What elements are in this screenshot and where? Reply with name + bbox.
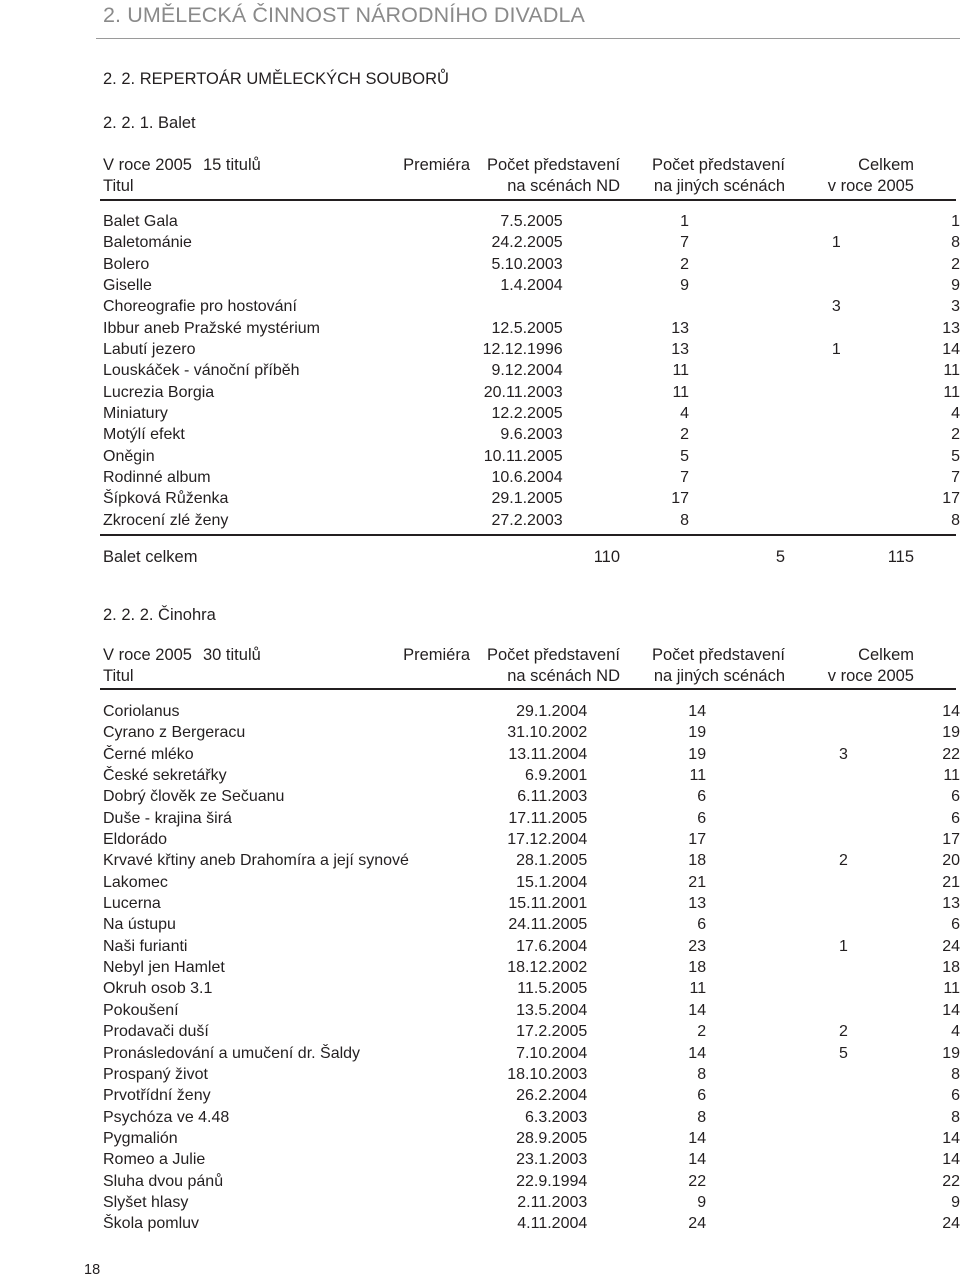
header-rule <box>96 38 960 39</box>
table-row <box>103 893 960 914</box>
row-other-count <box>706 701 848 722</box>
row-other-count <box>706 722 848 743</box>
row-total: 18 <box>942 959 960 977</box>
row-total: 11 <box>943 383 960 401</box>
row-title: Romeo a Julie <box>103 1151 206 1169</box>
row-total: 13 <box>942 895 960 913</box>
table-row <box>103 957 960 978</box>
row-total: 4 <box>951 1023 960 1041</box>
balet-heading: 2. 2. 1. Balet <box>103 114 196 132</box>
balet-total-other: 5 <box>775 548 785 566</box>
row-title: Psychóza ve 4.48 <box>103 1108 230 1126</box>
row-premiere: 18.12.2002 <box>507 959 588 977</box>
row-premiere: 17.11.2005 <box>508 809 588 827</box>
row-other-count: 3 <box>838 745 848 763</box>
chapter-title: 2. UMĚLECKÁ ČINNOST NÁRODNÍHO DIVADLA <box>103 3 585 27</box>
table-row <box>103 850 960 871</box>
row-nd-count: 18 <box>688 852 707 870</box>
balet-total-total: 115 <box>887 548 914 566</box>
table-row <box>103 467 960 488</box>
table-row <box>103 808 960 829</box>
row-other-count <box>706 786 848 807</box>
cinohra-header-rule <box>100 688 956 690</box>
row-premiere: 24.2.2005 <box>491 234 563 252</box>
row-premiere: 28.1.2005 <box>516 852 588 870</box>
row-total: 14 <box>942 341 960 359</box>
row-total: 2 <box>951 426 960 444</box>
table-row <box>103 403 960 424</box>
row-other-count <box>689 467 841 488</box>
row-other-count <box>706 1107 848 1128</box>
row-title: Dobrý člověk ze Sečuanu <box>103 788 285 806</box>
row-premiere: 26.2.2004 <box>516 1087 588 1105</box>
cinohra-table <box>103 701 960 1235</box>
row-nd-count: 2 <box>680 255 690 273</box>
row-other-count <box>706 978 848 999</box>
row-nd-count: 1 <box>680 213 690 230</box>
row-total: 21 <box>942 873 960 891</box>
row-nd-count: 11 <box>672 362 690 380</box>
row-total: 3 <box>951 298 960 316</box>
row-title: Prvotřídní ženy <box>103 1087 211 1105</box>
row-other-count <box>706 957 848 978</box>
row-total: 14 <box>942 1001 960 1019</box>
table-row <box>103 1043 960 1064</box>
row-total: 17 <box>942 490 960 508</box>
row-other-count <box>706 1171 848 1192</box>
row-premiere: 12.5.2005 <box>491 319 563 337</box>
row-nd-count: 21 <box>688 873 707 891</box>
row-total: 5 <box>951 447 960 465</box>
row-nd-count: 13 <box>671 341 690 359</box>
row-nd-count <box>563 296 689 317</box>
row-total: 24 <box>942 1215 960 1233</box>
row-total: 14 <box>942 1129 960 1147</box>
row-other-count <box>706 829 848 850</box>
row-nd-count: 6 <box>697 1087 707 1105</box>
row-premiere: 15.11.2001 <box>508 895 588 913</box>
row-nd-count: 14 <box>688 703 707 720</box>
row-nd-count: 8 <box>680 511 690 529</box>
balet-table <box>103 211 960 531</box>
row-nd-count: 14 <box>688 1001 707 1019</box>
table-row <box>103 318 960 339</box>
row-total: 4 <box>951 405 960 423</box>
row-nd-count: 13 <box>671 319 690 337</box>
row-title: Pygmalión <box>103 1129 178 1147</box>
row-nd-count: 6 <box>697 916 707 934</box>
row-total: 8 <box>951 1065 960 1083</box>
row-premiere: 9.12.2004 <box>491 362 563 380</box>
table-row <box>103 701 960 722</box>
row-other-count <box>706 872 848 893</box>
row-title: Šípková Růženka <box>103 490 229 508</box>
row-nd-count: 19 <box>688 745 707 763</box>
row-title: Prodavači duší <box>103 1023 209 1041</box>
row-premiere: 12.2.2005 <box>491 405 563 423</box>
row-nd-count: 4 <box>680 405 690 423</box>
row-title: Eldorádo <box>103 831 168 849</box>
row-title: Miniatury <box>103 405 168 423</box>
row-other-count: 1 <box>838 937 848 955</box>
row-nd-count: 11 <box>689 980 707 998</box>
row-title: České sekretářky <box>103 767 227 785</box>
row-premiere: 24.11.2005 <box>508 916 588 934</box>
row-total: 6 <box>951 916 960 934</box>
row-premiere: 7.5.2005 <box>500 213 563 230</box>
row-premiere: 1.4.2004 <box>500 277 563 295</box>
cinohra-nd-header-1: Počet představení <box>487 646 620 664</box>
row-title: Giselle <box>103 277 152 295</box>
row-total: 1 <box>951 213 960 230</box>
table-row <box>103 765 960 786</box>
row-nd-count: 14 <box>688 1151 707 1169</box>
row-premiere: 27.2.2003 <box>491 511 563 529</box>
row-nd-count: 8 <box>697 1108 707 1126</box>
cinohra-count-label: 30 titulů <box>203 646 261 664</box>
row-title: Choreografie pro hostování <box>103 298 297 316</box>
row-nd-count: 9 <box>697 1193 707 1211</box>
row-premiere: 17.6.2004 <box>516 937 588 955</box>
table-row <box>103 744 960 765</box>
row-premiere: 13.5.2004 <box>516 1001 588 1019</box>
row-other-count <box>689 488 841 509</box>
row-premiere <box>377 296 563 317</box>
row-nd-count: 7 <box>680 234 690 252</box>
row-total: 8 <box>951 1108 960 1126</box>
row-title: Motýlí efekt <box>103 426 185 444</box>
row-title: Labutí jezero <box>103 341 196 359</box>
row-premiere: 15.1.2004 <box>516 873 588 891</box>
row-title: Duše - krajina širá <box>103 809 232 827</box>
row-other-count <box>706 914 848 935</box>
balet-count-label: 15 titulů <box>203 156 261 174</box>
row-total: 2 <box>951 255 960 273</box>
row-other-count <box>689 275 841 296</box>
row-premiere: 4.11.2004 <box>517 1215 588 1233</box>
balet-premiere-header: Premiéra <box>403 156 470 174</box>
balet-total-header-1: Celkem <box>858 156 914 174</box>
table-row <box>103 360 960 381</box>
table-row <box>103 786 960 807</box>
table-row <box>103 936 960 957</box>
row-other-count <box>689 510 841 531</box>
row-total: 9 <box>951 1193 960 1211</box>
row-total: 11 <box>943 362 960 380</box>
row-nd-count: 13 <box>688 895 707 913</box>
row-other-count <box>689 424 841 445</box>
row-nd-count: 18 <box>688 959 707 977</box>
row-premiere: 29.1.2004 <box>516 703 588 720</box>
row-title: Balet Gala <box>103 213 178 230</box>
row-other-count <box>689 211 841 232</box>
table-row <box>103 211 960 232</box>
row-title: Lucerna <box>103 895 161 913</box>
row-title: Černé mléko <box>103 745 194 763</box>
table-row <box>103 1213 960 1234</box>
row-premiere: 7.10.2004 <box>516 1044 588 1062</box>
row-title: Slyšet hlasy <box>103 1193 189 1211</box>
balet-total-header-2: v roce 2005 <box>827 177 914 195</box>
row-nd-count: 2 <box>697 1023 707 1041</box>
table-row <box>103 1085 960 1106</box>
row-title: Pronásledování a umučení dr. Šaldy <box>103 1044 361 1062</box>
table-row <box>103 722 960 743</box>
row-other-count <box>689 446 841 467</box>
row-other-count: 3 <box>831 298 841 316</box>
row-premiere: 5.10.2003 <box>491 255 563 273</box>
table-row <box>103 1064 960 1085</box>
row-other-count <box>706 808 848 829</box>
row-total: 17 <box>942 831 960 849</box>
table-row <box>103 232 960 253</box>
row-nd-count: 2 <box>680 426 690 444</box>
row-premiere: 17.12.2004 <box>507 831 588 849</box>
row-total: 14 <box>942 703 960 720</box>
row-other-count: 1 <box>831 234 841 252</box>
table-row <box>103 829 960 850</box>
row-premiere: 31.10.2002 <box>507 724 588 742</box>
balet-other-header-1: Počet představení <box>652 156 785 174</box>
balet-nd-header-2: na scénách ND <box>507 177 620 195</box>
row-nd-count: 17 <box>671 490 690 508</box>
row-nd-count: 6 <box>697 788 707 806</box>
row-total: 19 <box>942 1044 960 1062</box>
row-other-count <box>706 1149 848 1170</box>
row-other-count: 2 <box>838 1023 848 1041</box>
row-premiere: 11.5.2005 <box>517 980 588 998</box>
table-row <box>103 1128 960 1149</box>
row-other-count: 5 <box>838 1044 848 1062</box>
row-other-count <box>706 1192 848 1213</box>
row-total: 13 <box>942 319 960 337</box>
row-title: Naši furianti <box>103 937 188 955</box>
row-title: Coriolanus <box>103 703 180 720</box>
row-premiere: 6.11.2003 <box>517 788 588 806</box>
table-row <box>103 1192 960 1213</box>
row-premiere: 10.11.2005 <box>483 447 563 465</box>
balet-title-header: Titul <box>103 177 134 195</box>
row-title: Ibbur aneb Pražské mystérium <box>103 319 320 337</box>
cinohra-other-header-2: na jiných scénách <box>653 667 785 685</box>
row-other-count <box>706 1085 848 1106</box>
row-nd-count: 11 <box>689 767 707 785</box>
row-other-count <box>706 1128 848 1149</box>
balet-other-header-2: na jiných scénách <box>653 177 785 195</box>
row-premiere: 6.3.2003 <box>524 1108 588 1126</box>
table-row <box>103 1000 960 1021</box>
row-title: Bolero <box>103 255 150 273</box>
table-row <box>103 382 960 403</box>
row-premiere: 13.11.2004 <box>508 745 588 763</box>
table-row <box>103 488 960 509</box>
table-row <box>103 296 960 317</box>
table-row <box>103 1149 960 1170</box>
row-premiere: 23.1.2003 <box>516 1151 588 1169</box>
row-title: Cyrano z Bergeracu <box>103 724 246 742</box>
row-other-count <box>706 893 848 914</box>
table-row <box>103 339 960 360</box>
row-title: Nebyl jen Hamlet <box>103 959 225 977</box>
row-nd-count: 11 <box>672 383 690 401</box>
row-title: Louskáček - vánoční příběh <box>103 362 300 380</box>
row-title: Okruh osob 3.1 <box>103 980 213 998</box>
row-title: Sluha dvou pánů <box>103 1172 224 1190</box>
balet-total-label: Balet celkem <box>103 548 198 566</box>
table-row <box>103 978 960 999</box>
section-title: 2. 2. REPERTOÁR UMĚLECKÝCH SOUBORŮ <box>103 70 449 88</box>
row-nd-count: 17 <box>688 831 707 849</box>
balet-nd-header-1: Počet představení <box>487 156 620 174</box>
balet-total-rule <box>100 534 956 536</box>
row-other-count <box>706 1000 848 1021</box>
row-other-count <box>689 382 841 403</box>
row-nd-count: 8 <box>697 1065 707 1083</box>
table-row <box>103 1107 960 1128</box>
table-row <box>103 914 960 935</box>
cinohra-year-label: V roce 2005 <box>103 646 192 664</box>
cinohra-total-header-1: Celkem <box>858 646 914 664</box>
cinohra-total-header-2: v roce 2005 <box>827 667 914 685</box>
row-other-count <box>689 360 841 381</box>
table-row <box>103 1021 960 1042</box>
row-premiere: 2.11.2003 <box>517 1193 588 1211</box>
cinohra-title-header: Titul <box>103 667 134 685</box>
row-other-count: 2 <box>838 852 848 870</box>
row-title: Krvavé křtiny aneb Drahomíra a její synové <box>103 852 409 870</box>
row-total: 22 <box>942 745 960 763</box>
table-row <box>103 424 960 445</box>
row-other-count <box>689 318 841 339</box>
cinohra-other-header-1: Počet představení <box>652 646 785 664</box>
row-premiere: 10.6.2004 <box>491 469 563 487</box>
row-total: 14 <box>942 1151 960 1169</box>
cinohra-nd-header-2: na scénách ND <box>507 667 620 685</box>
row-nd-count: 24 <box>688 1215 707 1233</box>
row-total: 6 <box>951 809 960 827</box>
row-title: Baletománie <box>103 234 192 252</box>
row-premiere: 9.6.2003 <box>500 426 563 444</box>
row-total: 24 <box>942 937 960 955</box>
balet-header-rule <box>100 199 956 201</box>
row-title: Lakomec <box>103 873 168 891</box>
row-title: Prospaný život <box>103 1065 208 1083</box>
row-nd-count: 9 <box>680 277 690 295</box>
row-nd-count: 19 <box>688 724 707 742</box>
row-title: Zkrocení zlé ženy <box>103 511 229 529</box>
row-nd-count: 14 <box>688 1044 707 1062</box>
row-other-count <box>689 403 841 424</box>
row-premiere: 17.2.2005 <box>516 1023 588 1041</box>
row-nd-count: 7 <box>680 469 690 487</box>
page-number: 18 <box>84 1262 101 1278</box>
row-other-count <box>706 1213 848 1234</box>
row-nd-count: 6 <box>697 809 707 827</box>
row-premiere: 28.9.2005 <box>516 1129 588 1147</box>
row-other-count <box>689 254 841 275</box>
cinohra-heading: 2. 2. 2. Činohra <box>103 606 216 624</box>
row-title: Na ústupu <box>103 916 176 934</box>
row-other-count <box>706 1064 848 1085</box>
row-premiere: 29.1.2005 <box>491 490 563 508</box>
row-total: 6 <box>951 788 960 806</box>
row-other-count <box>706 765 848 786</box>
row-premiere: 18.10.2003 <box>507 1065 588 1083</box>
row-premiere: 6.9.2001 <box>524 767 588 785</box>
row-title: Lucrezia Borgia <box>103 383 215 401</box>
row-total: 6 <box>951 1087 960 1105</box>
balet-year-label: V roce 2005 <box>103 156 192 174</box>
row-total: 8 <box>951 511 960 529</box>
row-total: 7 <box>951 469 960 487</box>
table-row <box>103 446 960 467</box>
table-row <box>103 275 960 296</box>
row-nd-count: 23 <box>688 937 707 955</box>
row-total: 20 <box>942 852 960 870</box>
row-premiere: 22.9.1994 <box>516 1172 588 1190</box>
table-row <box>103 872 960 893</box>
table-row <box>103 1171 960 1192</box>
balet-total-nd: 110 <box>593 548 620 566</box>
row-total: 22 <box>942 1172 960 1190</box>
row-total: 9 <box>951 277 960 295</box>
row-total: 8 <box>951 234 960 252</box>
row-title: Pokoušení <box>103 1001 179 1019</box>
row-title: Rodinné album <box>103 469 211 487</box>
row-nd-count: 22 <box>688 1172 707 1190</box>
row-other-count: 1 <box>831 341 841 359</box>
row-title: Oněgin <box>103 447 155 465</box>
table-row <box>103 254 960 275</box>
row-title: Škola pomluv <box>103 1215 200 1233</box>
row-total: 19 <box>942 724 960 742</box>
cinohra-premiere-header: Premiéra <box>403 646 470 664</box>
row-nd-count: 14 <box>688 1129 707 1147</box>
row-nd-count: 5 <box>680 447 690 465</box>
row-premiere: 20.11.2003 <box>483 383 563 401</box>
row-total: 11 <box>943 980 960 998</box>
row-total: 11 <box>943 767 960 785</box>
table-row <box>103 510 960 531</box>
row-premiere: 12.12.1996 <box>482 341 563 359</box>
